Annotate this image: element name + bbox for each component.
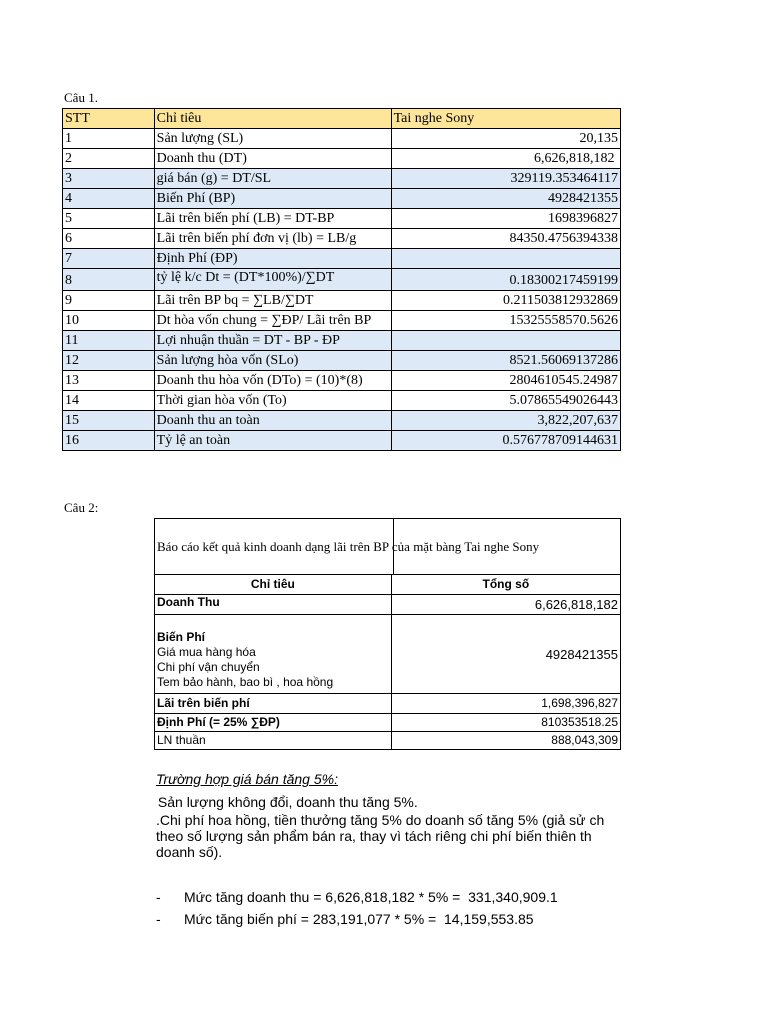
row-label: Biến Phí (BP)	[154, 189, 391, 209]
cau1-table	[62, 108, 621, 451]
doanh-thu-label: Doanh Thu	[155, 595, 392, 615]
row-label: Sản lượng hòa vốn (SLo)	[154, 351, 391, 371]
row-label: Doanh thu an toàn	[154, 411, 391, 431]
row-stt: 16	[63, 431, 155, 451]
cau2-heading: Câu 2:	[64, 500, 99, 515]
scenario-line-2b: theo số lượng sản phẩm bán ra, thay vì tách riêng chi phí biến thiên th	[156, 828, 592, 844]
row-value: 1698396827	[391, 209, 620, 229]
table-row	[63, 431, 621, 451]
row-value: 2804610545.24987	[391, 371, 620, 391]
bullet-item: Mức tăng doanh thu = 6,626,818,182 * 5% = 331,340,909.1	[184, 889, 558, 905]
row-value: 6,626,818,182	[391, 149, 620, 169]
table-title-cell	[155, 519, 621, 575]
row-value	[391, 331, 620, 351]
table-row	[63, 411, 621, 431]
table-row	[63, 169, 621, 189]
bien-phi-sub: Chi phí vận chuyển	[157, 660, 260, 674]
row-label: Lợi nhuận thuần = DT - BP - ĐP	[154, 331, 391, 351]
row-stt: 10	[63, 311, 155, 331]
header-chi-tieu: Chỉ tiêu	[155, 575, 392, 595]
table-row	[63, 371, 621, 391]
table-row	[63, 129, 621, 149]
row-stt: 14	[63, 391, 155, 411]
row-value: 84350.4756394338	[391, 229, 620, 249]
row-value: 0.576778709144631	[391, 431, 620, 451]
dinh-phi-value: 810353518.25	[391, 714, 620, 732]
table-row	[155, 714, 621, 732]
table-row	[63, 311, 621, 331]
row-label: Dt hòa vốn chung = ∑ĐP/ Lãi trên BP	[154, 311, 391, 331]
row-label: Lãi trên biến phí đơn vị (lb) = LB/g	[154, 229, 391, 249]
table-row	[63, 291, 621, 311]
row-stt: 15	[63, 411, 155, 431]
bien-phi-label: Biến Phí	[157, 630, 206, 644]
table-row	[155, 595, 621, 615]
table-row	[63, 331, 621, 351]
table-row	[63, 249, 621, 269]
row-value: 5.07865549026443	[391, 391, 620, 411]
header-product: Tai nghe Sony	[391, 109, 620, 129]
row-stt: 8	[63, 269, 155, 291]
row-value: 4928421355	[391, 189, 620, 209]
row-label: Lãi trên biến phí (LB) = DT-BP	[154, 209, 391, 229]
row-label: Tỷ lệ an toàn	[154, 431, 391, 451]
row-stt: 4	[63, 189, 155, 209]
row-value: 329119.353464117	[391, 169, 620, 189]
row-value	[391, 249, 620, 269]
row-label: Doanh thu hòa vốn (DTo) = (10)*(8)	[154, 371, 391, 391]
scenario-line-2c: doanh số).	[156, 844, 223, 860]
table-row	[63, 189, 621, 209]
row-label: Định Phí (ĐP)	[154, 249, 391, 269]
scenario-paragraph	[156, 812, 621, 868]
row-stt: 7	[63, 249, 155, 269]
header-tong-so: Tổng số	[391, 575, 620, 595]
table-header-row	[63, 109, 621, 129]
doanh-thu-value: 6,626,818,182	[391, 595, 620, 615]
row-value: 20,135	[391, 129, 620, 149]
dinh-phi-label: Định Phí (= 25% ∑ĐP)	[155, 714, 392, 732]
header-stt: STT	[63, 109, 155, 129]
row-value: 0.18300217459199	[391, 269, 620, 291]
bullet-dash: -	[156, 911, 161, 927]
row-value: 3,822,207,637	[391, 411, 620, 431]
table-row	[63, 269, 621, 291]
cau2-table	[154, 518, 621, 750]
lai-bp-label: Lãi trên biến phí	[155, 694, 392, 714]
cau1-heading: Câu 1.	[64, 90, 98, 105]
table-row	[63, 351, 621, 371]
row-stt: 13	[63, 371, 155, 391]
bien-phi-sub: Tem bảo hành, bao bì , hoa hồng	[157, 675, 334, 689]
row-value: 15325558570.5626	[391, 311, 620, 331]
ln-thuan-value: 888,043,309	[391, 732, 620, 750]
row-stt: 1	[63, 129, 155, 149]
row-value: 0.211503812932869	[391, 291, 620, 311]
table-title: Báo cáo kết quả kinh doanh dạng lãi trên BP của mặt bàng Tai nghe Sony	[157, 539, 540, 554]
bien-phi-sub: Giá mua hàng hóa	[157, 645, 256, 659]
row-label: Doanh thu (DT)	[154, 149, 391, 169]
table-row	[63, 149, 621, 169]
row-stt: 6	[63, 229, 155, 249]
table-row	[155, 732, 621, 750]
bien-phi-cell	[155, 615, 392, 694]
row-value: 8521.56069137286	[391, 351, 620, 371]
row-stt: 2	[63, 149, 155, 169]
header-chi-tieu: Chỉ tiêu	[154, 109, 391, 129]
row-label: Sản lượng (SL)	[154, 129, 391, 149]
scenario-line-1: Sản lượng không đổi, doanh thu tăng 5%.	[154, 794, 418, 810]
row-stt: 3	[63, 169, 155, 189]
row-stt: 5	[63, 209, 155, 229]
table-row	[63, 229, 621, 249]
row-stt: 11	[63, 331, 155, 351]
scenario-title: Trường hợp giá bán tăng 5%:	[156, 771, 338, 787]
row-label: Lãi trên BP bq = ∑LB/∑DT	[154, 291, 391, 311]
row-label: Thời gian hòa vốn (To)	[154, 391, 391, 411]
table-title-row	[155, 519, 621, 575]
table-header-row	[155, 575, 621, 595]
bien-phi-value: 4928421355	[391, 615, 620, 694]
row-label: giá bán (g) = DT/SL	[154, 169, 391, 189]
scenario-line-2a: .Chi phí hoa hồng, tiền thưởng tăng 5% do doanh số tăng 5% (giả sử ch	[156, 812, 605, 828]
ln-thuan-label: LN thuần	[155, 732, 392, 750]
row-label: tỷ lệ k/c Dt = (DT*100%)/∑DT	[154, 269, 391, 291]
lai-bp-value: 1,698,396,827	[391, 694, 620, 714]
table-row	[63, 391, 621, 411]
bullet-item: Mức tăng biến phí = 283,191,077 * 5% = 14,159,553.85	[184, 911, 534, 927]
table-row	[155, 694, 621, 714]
table-row	[63, 209, 621, 229]
row-stt: 12	[63, 351, 155, 371]
table-row	[155, 615, 621, 694]
bullet-dash: -	[156, 889, 161, 905]
row-stt: 9	[63, 291, 155, 311]
